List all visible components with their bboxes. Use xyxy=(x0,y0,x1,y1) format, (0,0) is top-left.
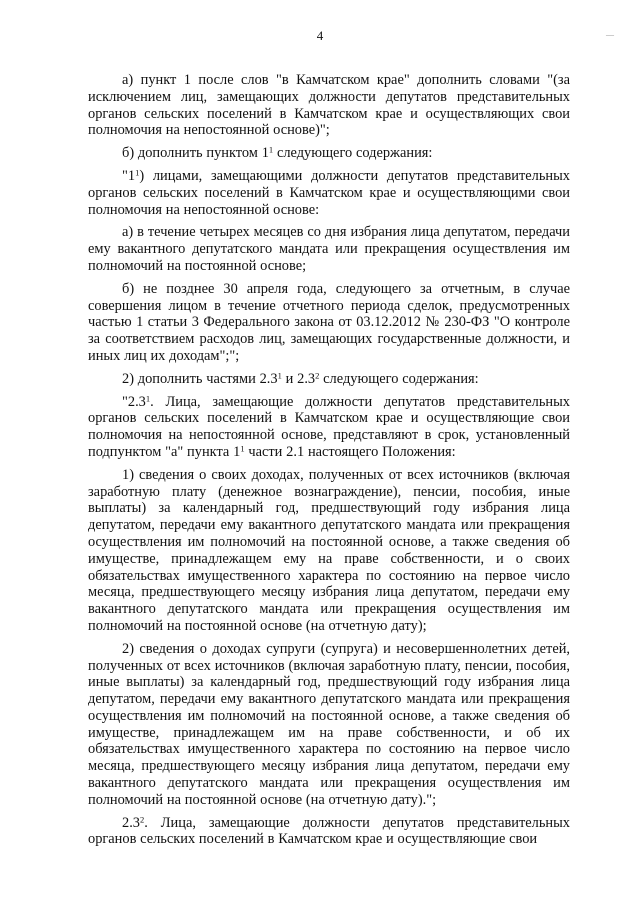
corner-mark: — xyxy=(606,30,614,39)
paragraph: 2) сведения о доходах супруги (супруга) и несовершеннолетних детей, полученных от всех источников (включая заработную плату, пенсии, пособия, иные выплаты) за календарный год, предшествующий году избрания лица депутатом, передачи ему вакантного депутатского мандата или прекращения осуществления им полномочий на постоянной основе, а также сведения об имуществе, принадлежащем им на праве собственности, и об их обязательствах имущественного характера по состоянию на первое число месяца, предшествующего месяцу избрания лица депутатом, передачи ему вакантного депутатского мандата или прекращения осуществления им полномочий на постоянной основе (на отчетную дату)."; xyxy=(88,640,570,808)
paragraph: "$2.3^1$. Лица, замещающие должности депутатов представительных органов сельских поселений в Камчатском крае и осуществляющие свои полномочия на непостоянной основе, представляют в срок, установленный подпунктом "а" пункта $1^1$ части 2.1 настоящего Положения: xyxy=(88,392,570,460)
superscript: 1 xyxy=(240,443,245,454)
paragraph: "$1^1$) лицами, замещающими должности депутатов представительных органов сельских поселений в Камчатском крае и осуществляющими свои полномочия на непостоянной основе: xyxy=(88,167,570,218)
superscript: 1 xyxy=(145,392,151,403)
superscript: 1 xyxy=(268,144,274,155)
paragraph: б) не позднее 30 апреля года, следующего за отчетным, в случае совершения лицом в течение отчетного периода сделок, предусмотренных частью 1 статьи 3 Федерального закона от 03.12.2012 № 230-ФЗ "О контроле за соответствием расходов лиц, замещающих государственные должности, и иных лиц их доходам";"; xyxy=(88,280,570,364)
paragraph: а) пункт 1 после слов "в Камчатском крае" дополнить словами "(за исключением лиц, замещающих должности депутатов представительных органов сельских поселений в Камчатском крае и осуществляющих свои полномочия на непостоянной основе)"; xyxy=(88,72,570,139)
document-body xyxy=(88,72,570,854)
paragraph: б) дополнить пунктом $1^1$ следующего содержания: xyxy=(122,144,433,162)
paragraph: $2.3^2$. Лица, замещающие должности депутатов представительных органов сельских поселений в Камчатском крае и осуществляющие свои xyxy=(88,814,570,848)
page-number: 4 xyxy=(316,28,324,43)
paragraph: а) в течение четырех месяцев со дня избрания лица депутатом, передачи ему вакантного депутатского мандата или прекращения осуществления им полномочий на постоянной основе; xyxy=(88,224,570,274)
superscript: 2 xyxy=(140,814,145,824)
paragraph: 1) сведения о своих доходах, полученных от всех источников (включая заработную плату (денежное вознаграждение), пенсии, пособия, иные выплаты) за календарный год, предшествующий году избрания лица депутатом, передачи ему вакантного депутатского мандата или прекращения осуществления им полномочий на постоянной основе, а также сведения об имуществе, принадлежащем ему на праве собственности, и о своих обязательствах имущественного характера по состоянию на первое число месяца, предшествующего месяцу избрания лица депутатом, передачи ему вакантного депутатского мандата или прекращения осуществления им полномочий на постоянной основе (на отчетную дату); xyxy=(88,466,570,634)
paragraph: 2) дополнить частями $2.3^1$ и $2.3^2$ следующего содержания: xyxy=(122,370,479,387)
superscript: 1 xyxy=(277,370,282,381)
superscript: 2 xyxy=(315,370,320,381)
superscript: 1 xyxy=(135,167,140,178)
